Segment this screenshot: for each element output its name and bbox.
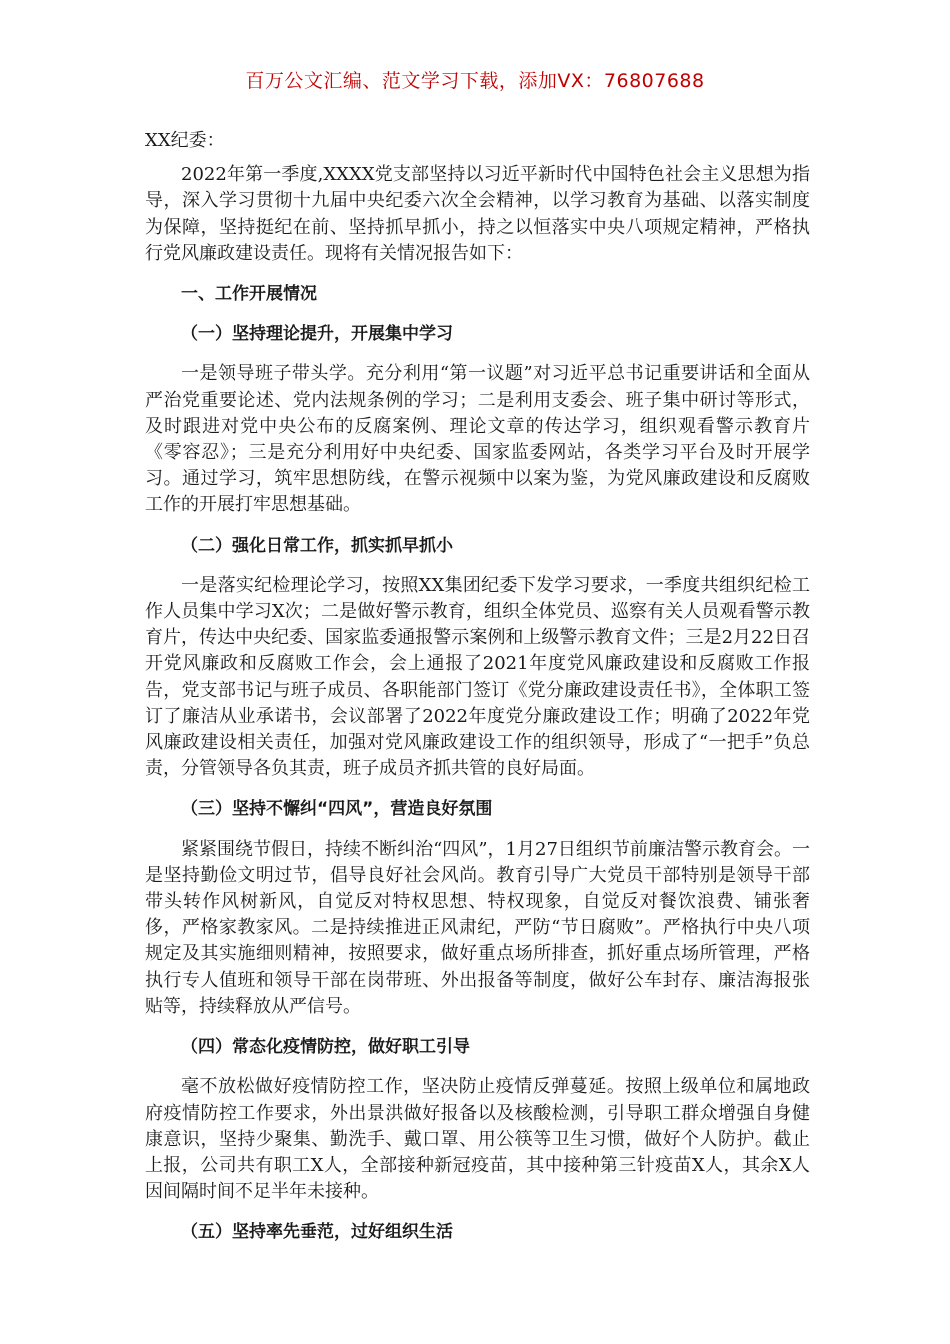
salutation: XX纪委： bbox=[145, 130, 225, 151]
subsection-heading-2: （二）强化日常工作，抓实抓早抓小 bbox=[181, 535, 453, 556]
subsection-body-4: 毫不放松做好疫情防控工作，坚决防止疫情反弹蔓延。按照上级单位和属地政府疫情防控工作要求，外出景洪做好报备以及核酸检测，引导职工群众增强自身健康意识，坚持少聚集、勤洗手、戴口罩、用公筷等卫生习惯，做好个人防护。截止上报，公司共有职工X人，全部接种新冠疫苗，其中接种第三针疫苗X人，其余X人因间隔时间不足半年未接种。 bbox=[145, 1076, 810, 1203]
subsection-body-2: 一是落实纪检理论学习，按照XX集团纪委下发学习要求，一季度共组织纪检工作人员集中学习X次；二是做好警示教育，组织全体党员、巡察有关人员观看警示教育片，传达中央纪委、国家监委通报警示案例和上级警示教育文件；三是2月22日召开党风廉政和反腐败工作会，会上通报了2021年度党风廉政建设和反腐败工作报告，党支部书记与班子成员、各职能部门签订《党分廉政建设责任书》，全体职工签订了廉洁从业承诺书，会议部署了2022年度党分廉政建设工作；明确了2022年党风廉政建设相关责任，加强对党风廉政建设工作的组织领导，形成了“一把手”负总责，分管领导各负其责，班子成员齐抓共管的良好局面。 bbox=[145, 574, 810, 780]
subsection-body-1: 一是领导班子带头学。充分利用“第一议题”对习近平总书记重要讲话和全面从严治党重要论述、党内法规条例的学习；二是利用支委会、班子集中研讨等形式，及时跟进对党中央公布的反腐案例、理论文章的传达学习，组织观看警示教育片《零容忍》；三是充分利用好中央纪委、国家监委网站，各类学习平台及时开展学习。通过学习，筑牢思想防线，在警示视频中以案为鉴，为党风廉政建设和反腐败工作的开展打牢思想基础。 bbox=[145, 363, 810, 516]
subsection-heading-4: （四）常态化疫情防控，做好职工引导 bbox=[181, 1037, 470, 1058]
section-heading: 一、工作开展情况 bbox=[181, 284, 317, 305]
subsection-heading-3: （三）坚持不懈纠“四风”，营造良好氛围 bbox=[181, 799, 493, 820]
subsection-heading-1: （一）坚持理论提升，开展集中学习 bbox=[181, 324, 453, 345]
subsection-heading-5: （五）坚持率先垂范，过好组织生活 bbox=[181, 1222, 453, 1243]
watermark-banner: 百万公文汇编、范文学习下载，添加VX：76807688 bbox=[245, 70, 705, 92]
intro-paragraph: 2022年第一季度,XXXX党支部坚持以习近平新时代中国特色社会主义思想为指导，深入学习贯彻十九届中央纪委六次全会精神，以学习教育为基础、以落实制度为保障，坚持挺纪在前、坚持抓早抓小，持之以恒落实中央八项规定精神，严格执行党风廉政建设责任。现将有关情况报告如下： bbox=[145, 164, 810, 264]
report-body bbox=[145, 128, 810, 1260]
subsection-body-3: 紧紧围绕节假日，持续不断纠治“四风”，1月27日组织节前廉洁警示教育会。一是坚持勤俭文明过节，倡导良好社会风尚。教育引导广大党员干部特别是领导干部带头转作风树新风，自觉反对特权思想、特权现象，自觉反对餐饮浪费、铺张奢侈，严格家教家风。二是持续推进正风肃纪，严防“节日腐败”。严格执行中央八项规定及其实施细则精神，按照要求，做好重点场所排查，抓好重点场所管理，严格执行专人值班和领导干部在岗带班、外出报备等制度，做好公车封存、廉洁海报张贴等，持续释放从严信号。 bbox=[145, 838, 810, 1017]
